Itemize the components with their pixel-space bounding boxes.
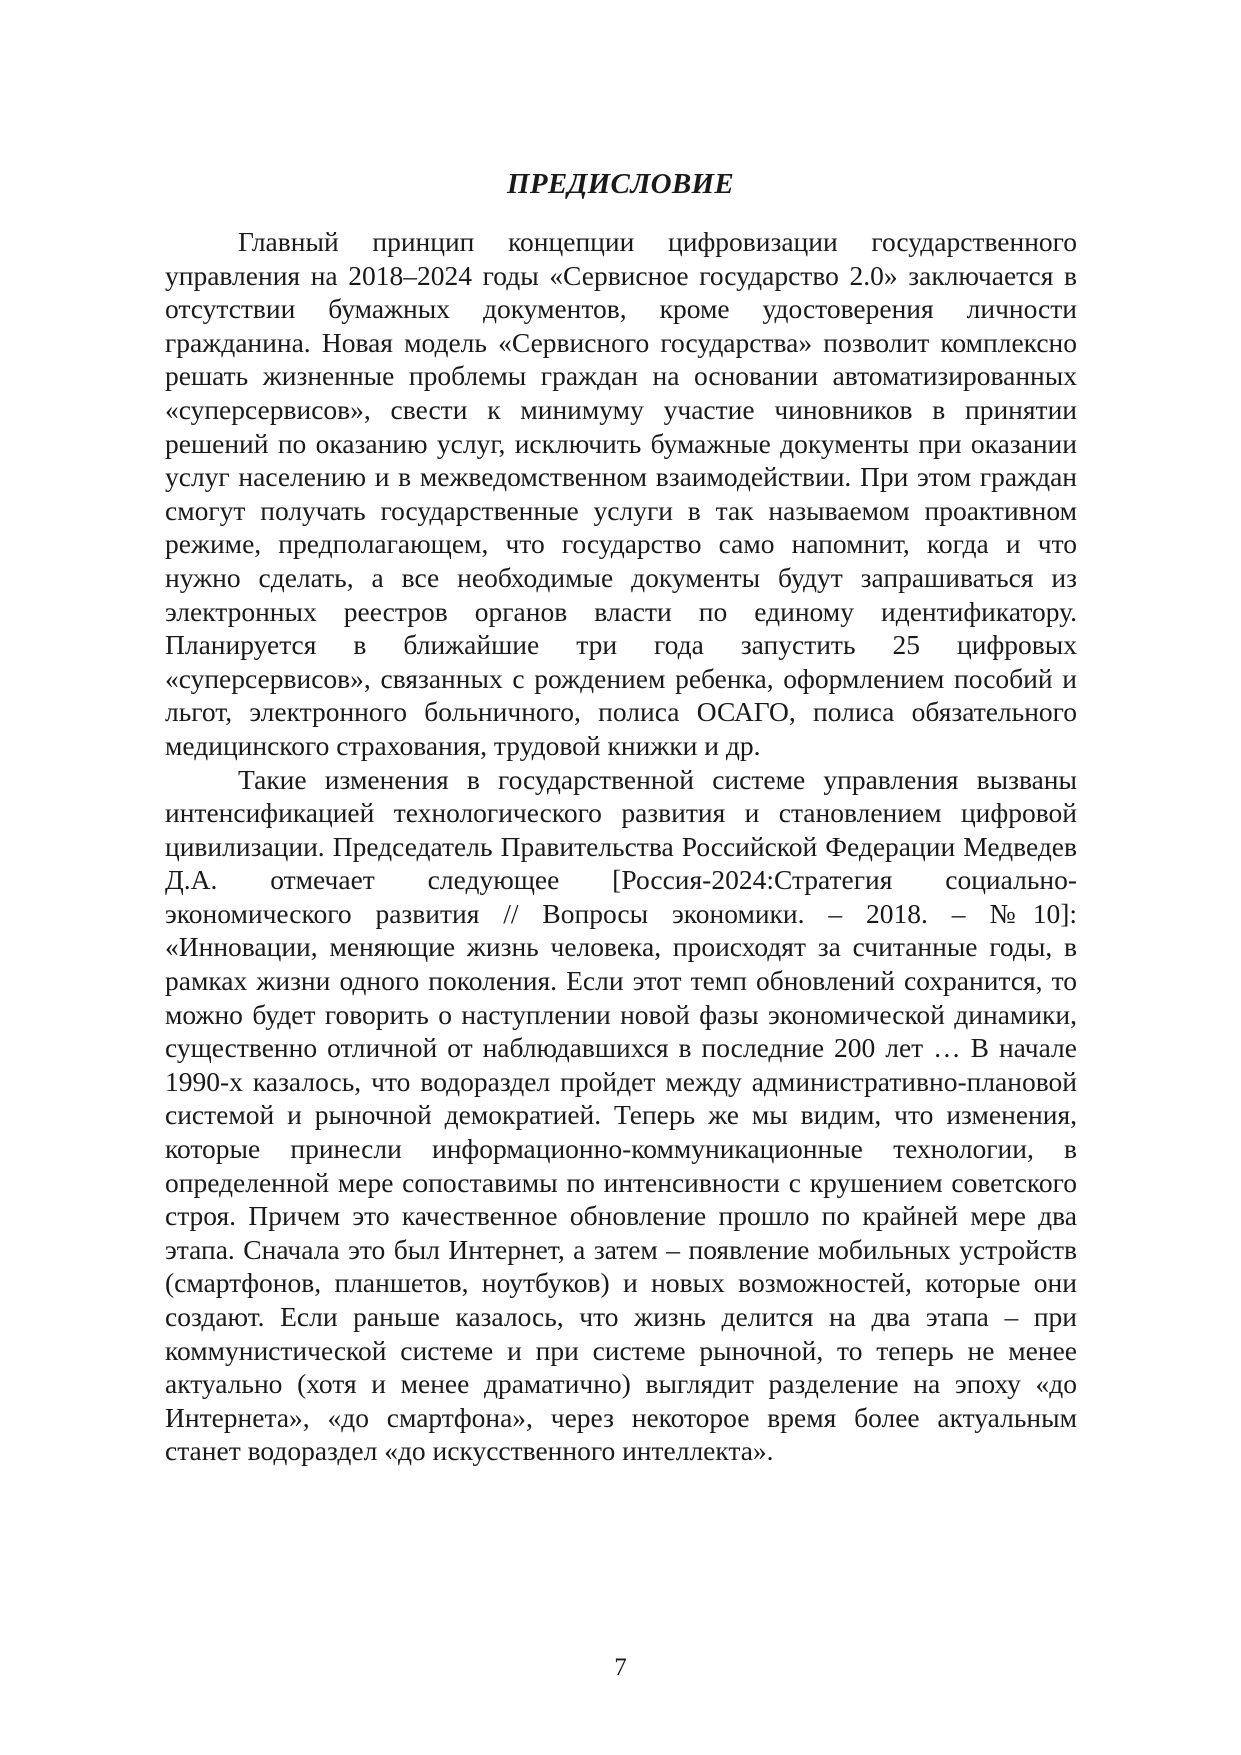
body-text: [165, 225, 1077, 1468]
paragraph: Главный принцип концепции цифровизации государственного управления на 2018–2024 годы «Сервисное государство 2.0» заключается в отсутствии бумажных документов, кроме удостоверения личности гражданина. Новая модель «Сервисного государства» позволит комплексно решать жизненные проблемы граждан на основании автоматизированных «суперсервисов», свести к минимуму участие чиновников в принятии решений по оказанию услуг, исключить бумажные документы при оказании услуг населению и в межведомственном взаимодействии. При этом граждан смогут получать государственные услуги в так называемом проактивном режиме, предполагающем, что государство само напомнит, когда и что нужно сделать, а все необходимые документы будут запрашиваться из электронных реестров органов власти по единому идентификатору. Планируется в ближайшие три года запустить 25 цифровых «суперсервисов», связанных с рождением ребенка, оформлением пособий и льгот, электронного больничного, полиса ОСАГО, полиса обязательного медицинского страхования, трудовой книжки и др.: [165, 226, 1077, 761]
page-number: 7: [614, 1654, 627, 1681]
page-heading: ПРЕДИСЛОВИЕ: [506, 168, 735, 200]
paragraph: Такие изменения в государственной системе управления вызваны интенсификацией технологического развития и становлением цифровой цивилизации. Председатель Правительства Российской Федерации Медведев Д.А. отмечает следующее [Россия-2024:Стратегия социально-экономического развития // Вопросы экономики. – 2018. – №10]: «Инновации, меняющие жизнь человека, происходят за считанные годы, в рамках жизни одного поколения. Если этот темп обновлений сохранится, то можно будет говорить о наступлении новой фазы экономической динамики, существенно отличной от наблюдавшихся в последние 200 лет … В начале 1990-х казалось, что водораздел пройдет между административно-плановой системой и рыночной демократией. Теперь же мы видим, что изменения, которые принесли информационно-коммуникационные технологии, в определенной мере сопоставимы по интенсивности с крушением советского строя. Причем это качественное обновление прошло по крайней мере два этапа. Сначала это был Интернет, а затем – появление мобильных устройств (смартфонов, планшетов, ноутбуков) и новых возможностей, которые они создают. Если раньше казалось, что жизнь делится на два этапа – при коммунистической системе и при системе рыночной, то теперь не менее актуально (хотя и менее драматично) выглядит разделение на эпоху «до Интернета», «до смартфона», через некоторое время более актуальным станет водораздел «до искусственного интеллекта».: [165, 763, 1077, 1467]
